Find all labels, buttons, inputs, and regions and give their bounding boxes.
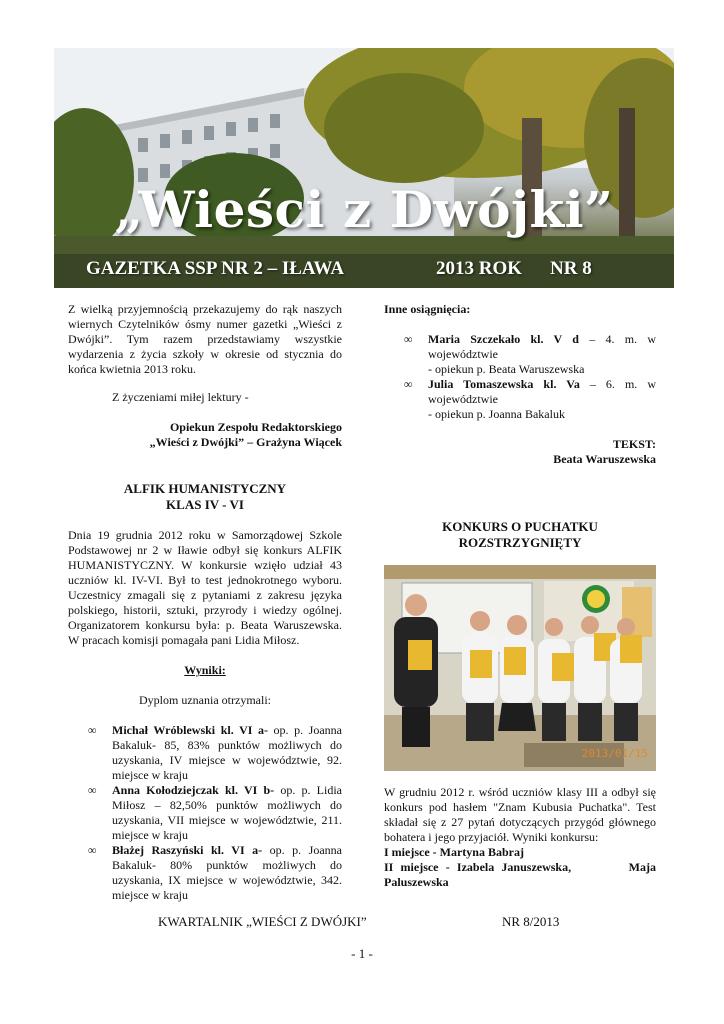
winner-name: Anna Kołodziejczak kl. VI b-: [112, 783, 275, 797]
photo-date-stamp: 2013/01/15: [581, 747, 648, 760]
list-item: [384, 377, 656, 422]
masthead-info-bar: [54, 254, 674, 288]
puchatek-heading-line2: ROZSTRZYGNIĘTY: [458, 535, 582, 550]
infinity-bullet-icon: ∞: [404, 332, 413, 346]
other-achievements-heading: Inne osiągnięcia:: [384, 302, 471, 316]
alfik-article-body: Dnia 19 grudnia 2012 roku w Samorządowej Szkole Podstawowej nr 2 w Iławie odbył się konkurs ALFIK HUMANISTYCZNY. W konkursie wzięło udział 43 uczniów kl. IV-VI. Był to test jednokrotnego wyboru. Uczestnicy zmagali się z pytaniami z zakresu języka polskiego, historii, sztuki, przyrody i wiedzy ogólnej. Organizatorem konkursu była: p. Beata Waruszewska. W pracach komisji pomagała pani Lidia Miłosz.: [68, 528, 342, 647]
newsletter-title: „Wieści z Dwójki”: [114, 180, 614, 239]
issue-number-value: 8: [582, 258, 592, 279]
list-item: [68, 723, 342, 783]
issue-number: [550, 258, 592, 280]
alfik-heading-line1: ALFIK HUMANISTYCZNY: [123, 481, 287, 496]
achievement-tutor: - opiekun p. Joanna Bakaluk: [428, 407, 565, 421]
achievement-tutor: - opiekun p. Beata Waruszewska: [428, 362, 585, 376]
achiever-name: Julia Tomaszewska kl. Va: [428, 377, 580, 391]
classroom-photo: [384, 565, 656, 771]
achievement-details: – 6. m. w województwie: [428, 377, 657, 406]
list-item: [384, 332, 656, 377]
right-column: [384, 302, 659, 890]
winner-details: op. p. Joanna Bakaluk- 85, 83% punktów możliwych do uzyskania, IV miejsce w województwie, 92. miejsce w kraju: [112, 723, 342, 782]
puchatek-article-body: W grudniu 2012 r. wśród uczniów klasy III a odbył się konkurs pod hasłem "Znam Kubusia Puchatka". Test składał się z 27 pytań dotyczących przygód głównego bohatera i jego przyjaciół. Wyniki konkursu:: [384, 785, 656, 844]
achievement-details: – 4. m. w województwie: [428, 332, 657, 361]
signature-title: Opiekun Zespołu Redaktorskiego: [169, 420, 342, 434]
signature-name: „Wieści z Dwójki” – Grażyna Wiącek: [149, 435, 342, 449]
winner-name: Błażej Raszyński kl. VI a-: [112, 843, 263, 857]
newsletter-subtitle: GAZETKA SSP NR 2 – IŁAWA: [86, 258, 345, 279]
contest-winners-photo: [384, 565, 656, 771]
achievements-list: [384, 332, 656, 422]
first-place: I miejsce - Martyna Babraj: [384, 845, 524, 859]
infinity-bullet-icon: ∞: [88, 723, 97, 737]
winner-details: op. p. Lidia Miłosz – 82,50% punktów możliwych do uzyskania, VII miejsce w województwie, 211. miejsce w kraju: [112, 783, 342, 842]
masthead-banner: [54, 48, 674, 288]
intro-paragraph: Z wielką przyjemnością przekazujemy do rąk naszych wiernych Czytelników ósmy numer gazetki „Wieści z Dwójki”. Tym razem przedstawiamy wszystkie wydarzenia z życia szkoły w okresie od stycznia do końca kwietnia 2013 roku.: [68, 302, 342, 376]
winner-details: op. p. Joanna Bakaluk- 80% punktów możliwych do uzyskania, IX miejsce w województwie, 342. miejsce w kraju: [112, 843, 342, 902]
issue-year: 2013 ROK: [436, 258, 523, 279]
infinity-bullet-icon: ∞: [88, 843, 97, 857]
left-column: [68, 302, 342, 903]
footer-title: KWARTALNIK „WIEŚCI Z DWÓJKI”: [158, 914, 367, 929]
page-number: - 1 -: [351, 946, 373, 961]
achiever-name: Maria Szczekało kl. V d: [428, 332, 579, 346]
diploma-label: Dyplom uznania otrzymali:: [139, 693, 271, 707]
footer-issue: NR 8/2013: [502, 914, 560, 929]
list-item: [68, 783, 342, 843]
school-building-photo: [54, 48, 674, 288]
intro-wishes: Z życzeniami miłej lektury -: [112, 390, 249, 404]
winner-name: Michał Wróblewski kl. VI a-: [112, 723, 268, 737]
alfik-heading-line2: KLAS IV - VI: [166, 497, 244, 512]
text-credit-author: Beata Waruszewska: [553, 452, 656, 466]
list-item: [68, 843, 342, 903]
text-credit-label: TEKST:: [612, 437, 656, 451]
infinity-bullet-icon: ∞: [404, 377, 413, 391]
second-place: II miejsce - Izabela Januszewska, Maja Paluszewska: [384, 860, 659, 889]
winners-list: [68, 723, 342, 903]
puchatek-heading-line1: KONKURS O PUCHATKU: [442, 519, 598, 534]
issue-number-label: NR: [550, 258, 578, 279]
infinity-bullet-icon: ∞: [88, 783, 97, 797]
results-label: Wyniki:: [184, 663, 226, 677]
